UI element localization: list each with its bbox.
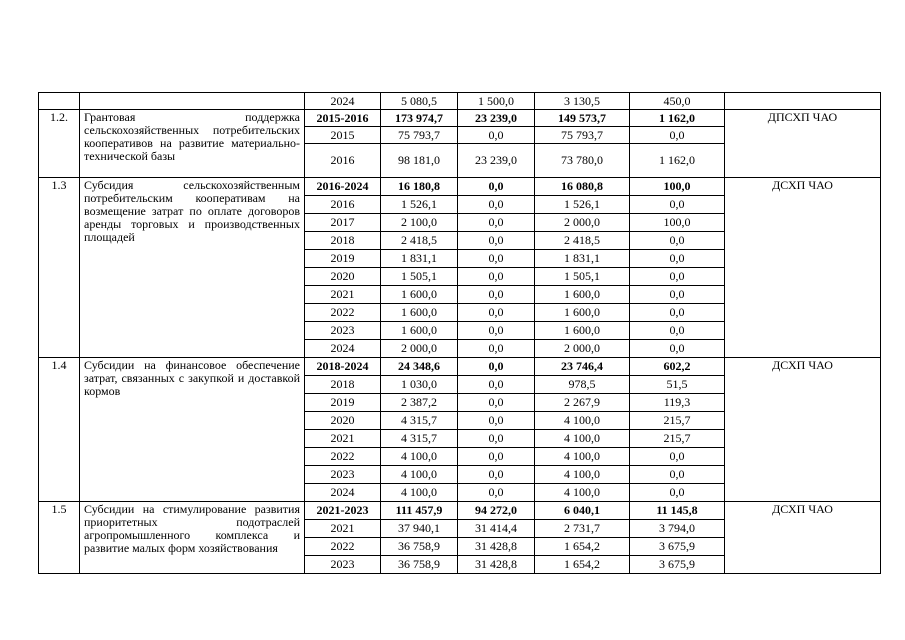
item-number-cell: 1.4 — [39, 358, 80, 502]
value-cell: 3 675,9 — [630, 556, 725, 574]
value-cell: 0,0 — [630, 250, 725, 268]
value-cell: 1 600,0 — [381, 304, 458, 322]
value-cell: 1 600,0 — [381, 322, 458, 340]
value-cell: 4 100,0 — [535, 466, 630, 484]
value-cell: 0,0 — [630, 304, 725, 322]
item-number-cell: 1.3 — [39, 178, 80, 358]
year-cell: 2021-2023 — [305, 502, 381, 520]
year-cell: 2016 — [305, 144, 381, 178]
value-cell: 0,0 — [630, 196, 725, 214]
value-cell: 0,0 — [630, 340, 725, 358]
executor-cell — [725, 93, 881, 110]
value-cell: 3 794,0 — [630, 520, 725, 538]
table-row — [39, 110, 881, 127]
value-cell: 2 000,0 — [535, 340, 630, 358]
value-cell: 51,5 — [630, 376, 725, 394]
value-cell: 0,0 — [458, 466, 535, 484]
value-cell: 23 239,0 — [458, 110, 535, 127]
year-cell: 2022 — [305, 538, 381, 556]
table-row — [39, 502, 881, 520]
value-cell: 3 130,5 — [535, 93, 630, 110]
value-cell: 0,0 — [458, 430, 535, 448]
value-cell: 215,7 — [630, 412, 725, 430]
value-cell: 31 428,8 — [458, 556, 535, 574]
value-cell: 36 758,9 — [381, 556, 458, 574]
executor-cell: ДСХП ЧАО — [725, 502, 881, 574]
value-cell: 1 600,0 — [381, 286, 458, 304]
table-row — [39, 358, 881, 376]
value-cell: 1 526,1 — [381, 196, 458, 214]
value-cell: 16 180,8 — [381, 178, 458, 196]
value-cell: 0,0 — [458, 214, 535, 232]
value-cell: 2 418,5 — [535, 232, 630, 250]
year-cell: 2022 — [305, 448, 381, 466]
value-cell: 0,0 — [630, 466, 725, 484]
year-cell: 2024 — [305, 93, 381, 110]
value-cell: 4 100,0 — [381, 448, 458, 466]
value-cell: 0,0 — [458, 448, 535, 466]
value-cell: 0,0 — [458, 196, 535, 214]
value-cell: 4 100,0 — [535, 412, 630, 430]
value-cell: 0,0 — [458, 340, 535, 358]
value-cell: 1 162,0 — [630, 144, 725, 178]
value-cell: 23 239,0 — [458, 144, 535, 178]
value-cell: 450,0 — [630, 93, 725, 110]
value-cell: 75 793,7 — [535, 127, 630, 144]
value-cell: 31 414,4 — [458, 520, 535, 538]
description-cell: Субсидии на стимулирование развития приоритетных подотраслей агропромышленного комплекса и развитие малых форм хозяйствования — [80, 502, 305, 574]
value-cell: 11 145,8 — [630, 502, 725, 520]
item-number-cell: 1.5 — [39, 502, 80, 574]
value-cell: 0,0 — [630, 448, 725, 466]
value-cell: 31 428,8 — [458, 538, 535, 556]
value-cell: 978,5 — [535, 376, 630, 394]
year-cell: 2023 — [305, 322, 381, 340]
year-cell: 2022 — [305, 304, 381, 322]
year-cell: 2018 — [305, 232, 381, 250]
value-cell: 111 457,9 — [381, 502, 458, 520]
value-cell: 0,0 — [458, 250, 535, 268]
value-cell: 16 080,8 — [535, 178, 630, 196]
item-number-cell: 1.2. — [39, 110, 80, 178]
value-cell: 0,0 — [458, 376, 535, 394]
value-cell: 0,0 — [458, 268, 535, 286]
value-cell: 119,3 — [630, 394, 725, 412]
value-cell: 2 387,2 — [381, 394, 458, 412]
value-cell: 0,0 — [458, 322, 535, 340]
year-cell: 2021 — [305, 286, 381, 304]
value-cell: 94 272,0 — [458, 502, 535, 520]
year-cell: 2015 — [305, 127, 381, 144]
year-cell: 2018 — [305, 376, 381, 394]
value-cell: 4 100,0 — [535, 484, 630, 502]
description-cell: Субсидии на финансовое обеспечение затрат, связанных с закупкой и доставкой кормов — [80, 358, 305, 502]
value-cell: 215,7 — [630, 430, 725, 448]
year-cell: 2020 — [305, 412, 381, 430]
value-cell: 2 000,0 — [535, 214, 630, 232]
value-cell: 37 940,1 — [381, 520, 458, 538]
value-cell: 3 675,9 — [630, 538, 725, 556]
year-cell: 2023 — [305, 556, 381, 574]
value-cell: 2 000,0 — [381, 340, 458, 358]
year-cell: 2024 — [305, 484, 381, 502]
value-cell: 1 600,0 — [535, 304, 630, 322]
value-cell: 1 654,2 — [535, 538, 630, 556]
value-cell: 6 040,1 — [535, 502, 630, 520]
value-cell: 2 418,5 — [381, 232, 458, 250]
value-cell: 0,0 — [630, 268, 725, 286]
value-cell: 5 080,5 — [381, 93, 458, 110]
value-cell: 75 793,7 — [381, 127, 458, 144]
value-cell: 0,0 — [458, 412, 535, 430]
table-row — [39, 93, 881, 110]
value-cell: 0,0 — [630, 484, 725, 502]
value-cell: 1 831,1 — [535, 250, 630, 268]
value-cell: 36 758,9 — [381, 538, 458, 556]
year-cell: 2018-2024 — [305, 358, 381, 376]
table-row — [39, 178, 881, 196]
value-cell: 0,0 — [630, 322, 725, 340]
value-cell: 4 315,7 — [381, 430, 458, 448]
description-cell — [80, 93, 305, 110]
value-cell: 2 267,9 — [535, 394, 630, 412]
description-cell: Субсидия сельскохозяйственным потребительским кооперативам на возмещение затрат по оплате договоров аренды торговых и производственных площадей — [80, 178, 305, 358]
year-cell: 2020 — [305, 268, 381, 286]
value-cell: 0,0 — [458, 178, 535, 196]
year-cell: 2015-2016 — [305, 110, 381, 127]
value-cell: 0,0 — [458, 484, 535, 502]
year-cell: 2016-2024 — [305, 178, 381, 196]
value-cell: 1 500,0 — [458, 93, 535, 110]
year-cell: 2024 — [305, 340, 381, 358]
value-cell: 0,0 — [458, 358, 535, 376]
table-body — [39, 93, 881, 574]
value-cell: 1 162,0 — [630, 110, 725, 127]
value-cell: 98 181,0 — [381, 144, 458, 178]
value-cell: 4 100,0 — [381, 466, 458, 484]
year-cell: 2016 — [305, 196, 381, 214]
value-cell: 149 573,7 — [535, 110, 630, 127]
executor-cell: ДПСХП ЧАО — [725, 110, 881, 178]
executor-cell: ДСХП ЧАО — [725, 178, 881, 358]
value-cell: 1 600,0 — [535, 286, 630, 304]
value-cell: 1 505,1 — [381, 268, 458, 286]
year-cell: 2019 — [305, 394, 381, 412]
value-cell: 1 831,1 — [381, 250, 458, 268]
value-cell: 1 654,2 — [535, 556, 630, 574]
description-cell: Грантовая поддержка сельскохозяйственных потребительских кооперативов на развитие материально-технической базы — [80, 110, 305, 178]
value-cell: 0,0 — [458, 394, 535, 412]
value-cell: 1 600,0 — [535, 322, 630, 340]
value-cell: 23 746,4 — [535, 358, 630, 376]
executor-cell: ДСХП ЧАО — [725, 358, 881, 502]
value-cell: 0,0 — [458, 286, 535, 304]
value-cell: 1 505,1 — [535, 268, 630, 286]
value-cell: 4 315,7 — [381, 412, 458, 430]
year-cell: 2021 — [305, 430, 381, 448]
value-cell: 0,0 — [630, 232, 725, 250]
value-cell: 602,2 — [630, 358, 725, 376]
year-cell: 2017 — [305, 214, 381, 232]
value-cell: 24 348,6 — [381, 358, 458, 376]
value-cell: 2 100,0 — [381, 214, 458, 232]
value-cell: 0,0 — [458, 127, 535, 144]
year-cell: 2021 — [305, 520, 381, 538]
value-cell: 4 100,0 — [535, 448, 630, 466]
value-cell: 100,0 — [630, 178, 725, 196]
value-cell: 1 526,1 — [535, 196, 630, 214]
value-cell: 0,0 — [458, 232, 535, 250]
item-number-cell — [39, 93, 80, 110]
value-cell: 0,0 — [458, 304, 535, 322]
value-cell: 4 100,0 — [535, 430, 630, 448]
value-cell: 1 030,0 — [381, 376, 458, 394]
value-cell: 2 731,7 — [535, 520, 630, 538]
budget-table — [38, 92, 881, 574]
value-cell: 4 100,0 — [381, 484, 458, 502]
value-cell: 73 780,0 — [535, 144, 630, 178]
value-cell: 100,0 — [630, 214, 725, 232]
year-cell: 2023 — [305, 466, 381, 484]
value-cell: 173 974,7 — [381, 110, 458, 127]
value-cell: 0,0 — [630, 286, 725, 304]
year-cell: 2019 — [305, 250, 381, 268]
value-cell: 0,0 — [630, 127, 725, 144]
